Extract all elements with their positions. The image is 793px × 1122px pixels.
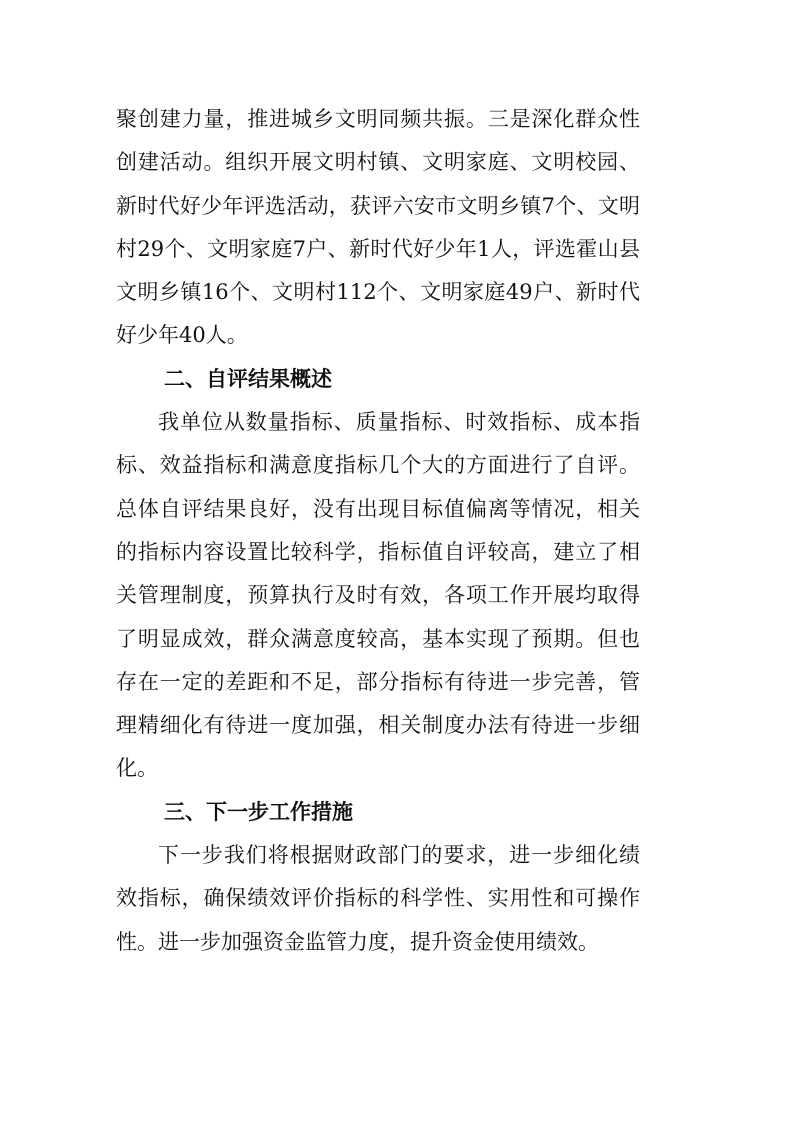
body-paragraph-continuation: 聚创建力量，推进城乡文明同频共振。三是深化群众性创建活动。组织开展文明村镇、文明家庭、文明校园、新时代好少年评选活动，获评六安市文明乡镇7个、文明村29个、文明家庭7户、新时代好少年1人，评选霍山县文明乡镇16个、文明村112个、文明家庭49户、新时代好少年40人。 — [116, 107, 640, 348]
section-heading-self-evaluation: 二、自评结果概述 — [164, 366, 332, 391]
document-body — [116, 98, 640, 964]
body-paragraph-next-steps: 下一步我们将根据财政部门的要求，进一步细化绩效指标，确保绩效评价指标的科学性、实用性和可操作性。进一步加强资金监管力度，提升资金使用绩效。 — [116, 843, 640, 954]
section-heading-next-steps: 三、下一步工作措施 — [164, 799, 353, 824]
body-paragraph-self-evaluation: 我单位从数量指标、质量指标、时效指标、成本指标、效益指标和满意度指标几个大的方面进行了自评。总体自评结果良好，没有出现目标值偏离等情况，相关的指标内容设置比较科学，指标值自评较高，建立了相关管理制度，预算执行及时有效，各项工作开展均取得了明显成效，群众满意度较高，基本实现了预期。但也存在一定的差距和不足，部分指标有待进一步完善，管理精细化有待进一度加强，相关制度办法有待进一步细化。 — [116, 410, 640, 781]
